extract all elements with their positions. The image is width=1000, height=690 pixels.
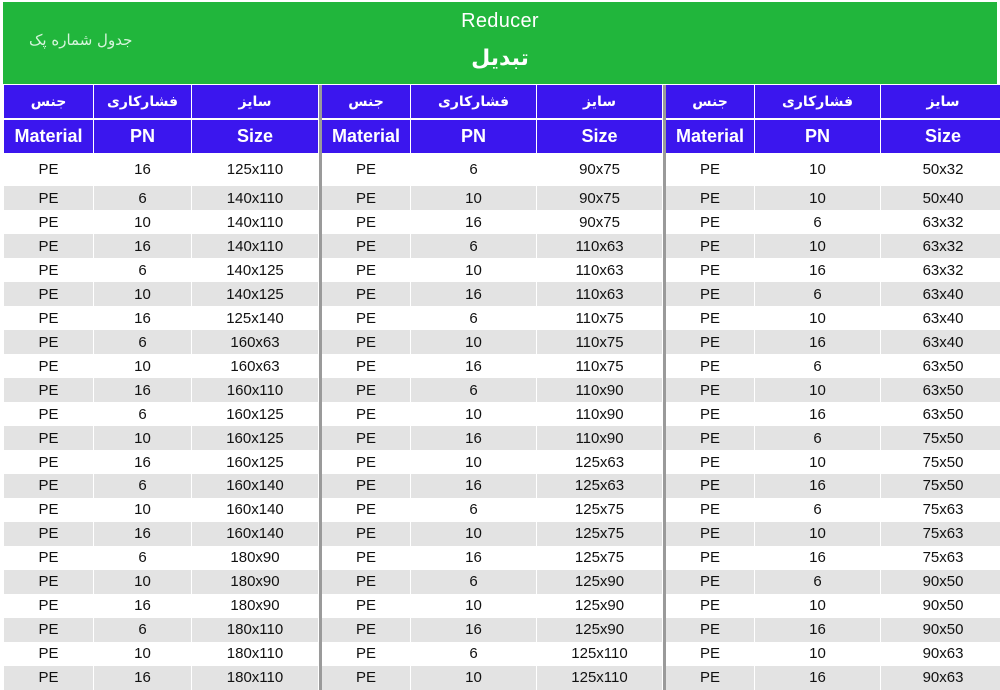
- cell-material: PE: [4, 258, 94, 282]
- cell-pn: 10: [94, 210, 192, 234]
- cell-pn: 6: [411, 153, 537, 186]
- size-table-group-3: [663, 85, 1000, 690]
- table-row: [4, 234, 319, 258]
- cell-size: 63x50: [881, 354, 1000, 378]
- cell-size: 180x110: [192, 618, 319, 642]
- cell-pn: 10: [94, 426, 192, 450]
- table-row: [4, 426, 319, 450]
- cell-size: 125x110: [537, 666, 663, 690]
- cell-material: PE: [4, 210, 94, 234]
- cell-pn: 16: [755, 666, 881, 690]
- cell-pn: 10: [411, 186, 537, 210]
- table-row: [4, 186, 319, 210]
- cell-material: PE: [4, 618, 94, 642]
- table-row: [665, 354, 1000, 378]
- table-row: [321, 594, 663, 618]
- cell-size: 63x50: [881, 402, 1000, 426]
- table-row: [665, 234, 1000, 258]
- cell-material: PE: [665, 186, 755, 210]
- cell-material: PE: [665, 546, 755, 570]
- header-material-fa: جنس: [4, 85, 94, 119]
- header-pn-fa: فشارکاری: [755, 85, 881, 119]
- cell-material: PE: [321, 306, 411, 330]
- cell-size: 63x32: [881, 210, 1000, 234]
- table-row: [665, 618, 1000, 642]
- cell-pn: 16: [94, 666, 192, 690]
- cell-size: 63x50: [881, 378, 1000, 402]
- cell-size: 110x75: [537, 330, 663, 354]
- header-size-en: Size: [192, 119, 319, 153]
- table-row: [321, 546, 663, 570]
- cell-material: PE: [4, 450, 94, 474]
- table-row: [321, 282, 663, 306]
- table-row: [4, 378, 319, 402]
- table-row: [4, 354, 319, 378]
- table-row: [4, 498, 319, 522]
- cell-material: PE: [665, 258, 755, 282]
- table-row: [665, 378, 1000, 402]
- cell-pn: 10: [411, 522, 537, 546]
- cell-size: 125x90: [537, 618, 663, 642]
- table-row: [4, 474, 319, 498]
- cell-size: 90x63: [881, 666, 1000, 690]
- table-row: [665, 546, 1000, 570]
- table-row: [321, 402, 663, 426]
- table-row: [4, 594, 319, 618]
- cell-material: PE: [4, 306, 94, 330]
- cell-size: 160x140: [192, 498, 319, 522]
- cell-size: 110x63: [537, 258, 663, 282]
- cell-material: PE: [4, 642, 94, 666]
- cell-size: 50x32: [881, 153, 1000, 186]
- reducer-tables: [3, 85, 997, 690]
- table-row: [665, 594, 1000, 618]
- cell-material: PE: [321, 210, 411, 234]
- cell-pn: 10: [755, 153, 881, 186]
- cell-pn: 10: [755, 234, 881, 258]
- cell-pn: 6: [755, 354, 881, 378]
- cell-material: PE: [321, 330, 411, 354]
- table-row: [4, 210, 319, 234]
- table-row: [4, 570, 319, 594]
- cell-material: PE: [321, 570, 411, 594]
- table-row: [665, 153, 1000, 186]
- cell-material: PE: [321, 666, 411, 690]
- cell-material: PE: [4, 378, 94, 402]
- cell-pn: 10: [94, 354, 192, 378]
- cell-pn: 16: [755, 330, 881, 354]
- cell-material: PE: [665, 474, 755, 498]
- cell-material: PE: [4, 474, 94, 498]
- cell-pn: 6: [411, 642, 537, 666]
- table-row: [321, 234, 663, 258]
- cell-pn: 6: [755, 498, 881, 522]
- table-row: [665, 522, 1000, 546]
- cell-pn: 10: [411, 594, 537, 618]
- cell-size: 110x75: [537, 354, 663, 378]
- cell-size: 63x40: [881, 282, 1000, 306]
- cell-pn: 10: [755, 378, 881, 402]
- header-material-en: Material: [665, 119, 755, 153]
- cell-size: 125x110: [192, 153, 319, 186]
- cell-pn: 10: [755, 450, 881, 474]
- table-row: [665, 426, 1000, 450]
- cell-size: 63x40: [881, 330, 1000, 354]
- table-row: [665, 306, 1000, 330]
- table-row: [321, 474, 663, 498]
- cell-size: 75x63: [881, 546, 1000, 570]
- cell-material: PE: [4, 570, 94, 594]
- cell-pn: 6: [411, 498, 537, 522]
- cell-material: PE: [4, 354, 94, 378]
- cell-pn: 10: [755, 594, 881, 618]
- header-material-en: Material: [4, 119, 94, 153]
- cell-material: PE: [665, 210, 755, 234]
- cell-material: PE: [4, 498, 94, 522]
- cell-pn: 16: [94, 153, 192, 186]
- cell-size: 140x110: [192, 210, 319, 234]
- cell-size: 160x63: [192, 354, 319, 378]
- table-row: [4, 666, 319, 690]
- cell-material: PE: [321, 234, 411, 258]
- cell-pn: 10: [755, 306, 881, 330]
- cell-pn: 6: [411, 234, 537, 258]
- table-row: [665, 666, 1000, 690]
- cell-size: 75x50: [881, 450, 1000, 474]
- cell-material: PE: [321, 378, 411, 402]
- table-row: [665, 210, 1000, 234]
- cell-size: 90x75: [537, 186, 663, 210]
- cell-material: PE: [665, 570, 755, 594]
- cell-pn: 6: [755, 570, 881, 594]
- cell-pn: 16: [411, 546, 537, 570]
- cell-size: 125x140: [192, 306, 319, 330]
- cell-material: PE: [665, 234, 755, 258]
- cell-size: 63x40: [881, 306, 1000, 330]
- table-row: [665, 498, 1000, 522]
- cell-size: 110x90: [537, 426, 663, 450]
- header-pn-en: PN: [94, 119, 192, 153]
- table-row: [4, 153, 319, 186]
- header-material-fa: جنس: [321, 85, 411, 119]
- cell-pn: 10: [755, 186, 881, 210]
- cell-size: 110x63: [537, 234, 663, 258]
- cell-size: 75x50: [881, 426, 1000, 450]
- cell-material: PE: [321, 594, 411, 618]
- table-row: [321, 666, 663, 690]
- cell-size: 75x63: [881, 498, 1000, 522]
- cell-material: PE: [321, 546, 411, 570]
- cell-pn: 16: [755, 474, 881, 498]
- cell-size: 160x63: [192, 330, 319, 354]
- cell-size: 180x110: [192, 642, 319, 666]
- cell-pn: 16: [94, 234, 192, 258]
- cell-pn: 16: [411, 474, 537, 498]
- cell-material: PE: [665, 402, 755, 426]
- cell-pn: 6: [94, 186, 192, 210]
- header-size-fa: سایز: [537, 85, 663, 119]
- header-size-fa: سایز: [192, 85, 319, 119]
- cell-material: PE: [321, 282, 411, 306]
- header-size-en: Size: [881, 119, 1000, 153]
- cell-pn: 6: [94, 258, 192, 282]
- cell-pn: 10: [411, 666, 537, 690]
- table-row: [321, 258, 663, 282]
- cell-size: 75x50: [881, 474, 1000, 498]
- cell-pn: 6: [94, 402, 192, 426]
- size-table-group-2: [319, 85, 663, 690]
- cell-pn: 6: [755, 282, 881, 306]
- cell-size: 90x50: [881, 570, 1000, 594]
- cell-size: 110x63: [537, 282, 663, 306]
- table-row: [321, 618, 663, 642]
- table-row: [4, 282, 319, 306]
- cell-size: 160x125: [192, 450, 319, 474]
- table-row: [4, 330, 319, 354]
- cell-pn: 10: [411, 330, 537, 354]
- cell-material: PE: [665, 378, 755, 402]
- cell-size: 140x125: [192, 258, 319, 282]
- table-row: [665, 282, 1000, 306]
- table-row: [665, 450, 1000, 474]
- cell-material: PE: [321, 498, 411, 522]
- cell-size: 125x75: [537, 546, 663, 570]
- cell-size: 125x75: [537, 498, 663, 522]
- cell-material: PE: [665, 594, 755, 618]
- cell-pn: 16: [94, 450, 192, 474]
- cell-size: 160x125: [192, 426, 319, 450]
- table-row: [321, 426, 663, 450]
- cell-pn: 10: [94, 570, 192, 594]
- cell-material: PE: [665, 426, 755, 450]
- cell-size: 180x90: [192, 594, 319, 618]
- cell-size: 110x90: [537, 378, 663, 402]
- cell-pn: 16: [755, 402, 881, 426]
- cell-material: PE: [4, 402, 94, 426]
- table-row: [4, 642, 319, 666]
- table-row: [321, 330, 663, 354]
- table-row: [321, 354, 663, 378]
- cell-pn: 16: [411, 354, 537, 378]
- cell-material: PE: [321, 474, 411, 498]
- cell-material: PE: [665, 153, 755, 186]
- table-row: [665, 330, 1000, 354]
- cell-material: PE: [4, 153, 94, 186]
- cell-size: 63x32: [881, 234, 1000, 258]
- cell-size: 90x75: [537, 153, 663, 186]
- cell-pn: 10: [411, 402, 537, 426]
- cell-material: PE: [665, 354, 755, 378]
- cell-pn: 16: [755, 546, 881, 570]
- header-material-en: Material: [321, 119, 411, 153]
- cell-material: PE: [4, 594, 94, 618]
- cell-size: 75x63: [881, 522, 1000, 546]
- cell-pn: 6: [411, 570, 537, 594]
- cell-size: 90x50: [881, 594, 1000, 618]
- cell-size: 180x90: [192, 546, 319, 570]
- cell-material: PE: [4, 426, 94, 450]
- cell-pn: 10: [755, 522, 881, 546]
- cell-material: PE: [321, 450, 411, 474]
- cell-material: PE: [321, 153, 411, 186]
- table-row: [665, 258, 1000, 282]
- cell-material: PE: [4, 282, 94, 306]
- cell-pn: 16: [411, 282, 537, 306]
- cell-material: PE: [321, 618, 411, 642]
- cell-pn: 6: [411, 306, 537, 330]
- cell-size: 90x75: [537, 210, 663, 234]
- cell-pn: 6: [755, 426, 881, 450]
- cell-material: PE: [665, 666, 755, 690]
- cell-pn: 6: [94, 474, 192, 498]
- header-pn-fa: فشارکاری: [411, 85, 537, 119]
- cell-size: 125x90: [537, 570, 663, 594]
- banner-title-english: Reducer: [461, 10, 539, 32]
- cell-pn: 10: [755, 642, 881, 666]
- table-row: [4, 402, 319, 426]
- header-pn-en: PN: [755, 119, 881, 153]
- cell-material: PE: [665, 522, 755, 546]
- cell-pn: 16: [411, 210, 537, 234]
- header-pn-fa: فشارکاری: [94, 85, 192, 119]
- size-table-group-1: [3, 85, 319, 690]
- cell-size: 180x110: [192, 666, 319, 690]
- cell-material: PE: [665, 618, 755, 642]
- banner-title-persian: تبدیل: [471, 46, 529, 71]
- cell-size: 160x125: [192, 402, 319, 426]
- table-row: [665, 642, 1000, 666]
- cell-material: PE: [321, 186, 411, 210]
- cell-material: PE: [321, 354, 411, 378]
- cell-size: 125x90: [537, 594, 663, 618]
- cell-material: PE: [4, 522, 94, 546]
- cell-size: 90x50: [881, 618, 1000, 642]
- cell-material: PE: [4, 330, 94, 354]
- cell-material: PE: [321, 642, 411, 666]
- cell-pn: 6: [94, 618, 192, 642]
- table-row: [665, 570, 1000, 594]
- table-row: [4, 450, 319, 474]
- cell-pn: 16: [411, 618, 537, 642]
- cell-pn: 16: [94, 522, 192, 546]
- table-row: [4, 546, 319, 570]
- cell-pn: 16: [755, 618, 881, 642]
- cell-pn: 16: [755, 258, 881, 282]
- cell-size: 125x75: [537, 522, 663, 546]
- cell-size: 160x140: [192, 522, 319, 546]
- table-row: [665, 186, 1000, 210]
- cell-material: PE: [665, 282, 755, 306]
- cell-pn: 10: [411, 450, 537, 474]
- cell-material: PE: [665, 642, 755, 666]
- header-pn-en: PN: [411, 119, 537, 153]
- cell-size: 140x125: [192, 282, 319, 306]
- cell-pn: 6: [94, 546, 192, 570]
- cell-pn: 16: [94, 594, 192, 618]
- cell-size: 90x63: [881, 642, 1000, 666]
- cell-pn: 6: [94, 330, 192, 354]
- cell-pn: 16: [94, 306, 192, 330]
- table-row: [4, 258, 319, 282]
- table-row: [4, 306, 319, 330]
- cell-material: PE: [321, 522, 411, 546]
- cell-size: 125x110: [537, 642, 663, 666]
- cell-size: 180x90: [192, 570, 319, 594]
- cell-size: 125x63: [537, 450, 663, 474]
- cell-size: 110x75: [537, 306, 663, 330]
- cell-pn: 10: [94, 282, 192, 306]
- table-row: [4, 522, 319, 546]
- cell-pn: 10: [411, 258, 537, 282]
- cell-size: 160x110: [192, 378, 319, 402]
- table-row: [321, 498, 663, 522]
- cell-material: PE: [665, 330, 755, 354]
- cell-size: 140x110: [192, 186, 319, 210]
- cell-pn: 10: [94, 642, 192, 666]
- table-row: [321, 210, 663, 234]
- header-material-fa: جنس: [665, 85, 755, 119]
- table-row: [321, 378, 663, 402]
- table-row: [321, 450, 663, 474]
- cell-material: PE: [665, 450, 755, 474]
- table-row: [665, 402, 1000, 426]
- cell-material: PE: [4, 186, 94, 210]
- cell-pn: 10: [94, 498, 192, 522]
- table-row: [321, 186, 663, 210]
- cell-size: 50x40: [881, 186, 1000, 210]
- cell-material: PE: [4, 546, 94, 570]
- table-row: [321, 153, 663, 186]
- table-row: [321, 522, 663, 546]
- header-size-fa: سایز: [881, 85, 1000, 119]
- cell-pn: 6: [411, 378, 537, 402]
- cell-material: PE: [321, 402, 411, 426]
- table-row: [665, 474, 1000, 498]
- table-row: [321, 642, 663, 666]
- cell-size: 160x140: [192, 474, 319, 498]
- cell-pn: 6: [755, 210, 881, 234]
- cell-material: PE: [321, 426, 411, 450]
- cell-material: PE: [665, 498, 755, 522]
- title-banner: [3, 2, 997, 84]
- cell-pn: 16: [94, 378, 192, 402]
- table-row: [4, 618, 319, 642]
- cell-material: PE: [321, 258, 411, 282]
- cell-material: PE: [665, 306, 755, 330]
- cell-size: 125x63: [537, 474, 663, 498]
- cell-pn: 16: [411, 426, 537, 450]
- cell-material: PE: [4, 234, 94, 258]
- cell-size: 63x32: [881, 258, 1000, 282]
- cell-size: 110x90: [537, 402, 663, 426]
- cell-material: PE: [4, 666, 94, 690]
- cell-size: 140x110: [192, 234, 319, 258]
- banner-subtitle: جدول شماره پک: [29, 31, 133, 49]
- table-row: [321, 306, 663, 330]
- header-size-en: Size: [537, 119, 663, 153]
- table-row: [321, 570, 663, 594]
